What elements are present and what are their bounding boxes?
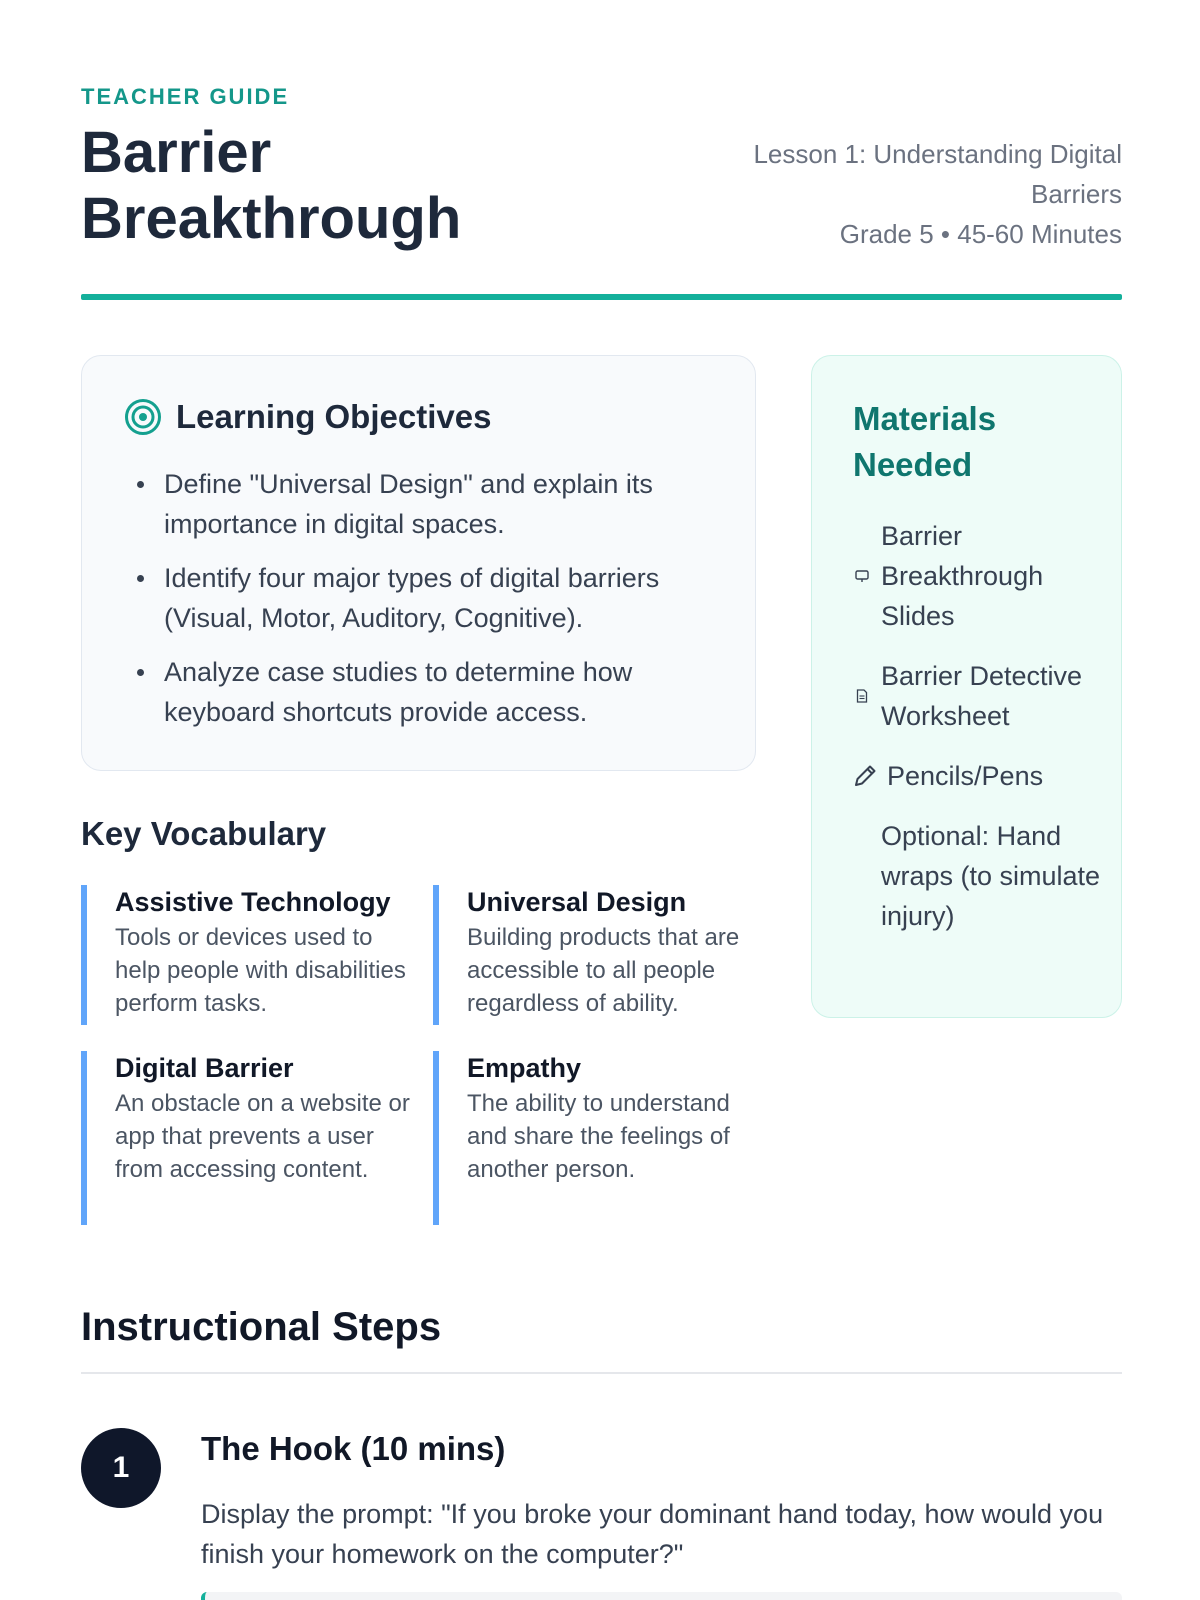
- vocab-term-definition: The ability to understand and share the feelings of another person.: [467, 1090, 730, 1183]
- vocab-term-definition: An obstacle on a website or app that prevents a user from accessing content.: [115, 1090, 410, 1183]
- slides-icon: [852, 569, 872, 583]
- material-label: Barrier Breakthrough Slides: [881, 521, 1044, 631]
- objectives-title: Learning Objectives: [176, 398, 492, 435]
- pencil-icon: [852, 763, 878, 789]
- vocab-term: [81, 885, 411, 1025]
- target-icon: [124, 398, 162, 436]
- objective-item: Identify four major types of digital barriers (Visual, Motor, Auditory, Cognitive).: [164, 558, 724, 638]
- lesson-meta: [702, 134, 1122, 254]
- objectives-list: [164, 464, 724, 746]
- step-callout: [201, 1592, 1122, 1600]
- objective-item: Define "Universal Design" and explain its importance in digital spaces.: [164, 464, 724, 544]
- learning-objectives-card: [81, 355, 756, 771]
- material-label: Barrier Detective Worksheet: [881, 661, 1083, 731]
- eyebrow-label: TEACHER GUIDE: [81, 84, 290, 109]
- material-label: Optional: Hand wraps (to simulate injury): [881, 821, 1101, 931]
- lesson-header: [81, 84, 1122, 302]
- grade-duration: Grade 5 • 45-60 Minutes: [839, 219, 1122, 249]
- material-item: [852, 516, 1102, 636]
- step-title: The Hook (10 mins): [201, 1430, 506, 1467]
- objective-item: Analyze case studies to determine how keyboard shortcuts provide access.: [164, 652, 724, 732]
- vocab-term-name: Assistive Technology: [115, 887, 391, 917]
- vocab-term-definition: Building products that are accessible to all people regardless of ability.: [467, 924, 740, 1017]
- step-number-badge: 1: [81, 1428, 161, 1508]
- vocabulary-title: Key Vocabulary: [81, 815, 327, 852]
- vocab-term: [433, 1051, 763, 1225]
- materials-list: [852, 516, 1102, 956]
- steps-title: Instructional Steps: [81, 1305, 442, 1349]
- vocab-term-name: Empathy: [467, 1053, 582, 1083]
- vocab-term-name: Universal Design: [467, 887, 687, 917]
- step-text: Display the prompt: "If you broke your dominant hand today, how would you finish your homework on the computer?": [201, 1499, 1104, 1569]
- material-item: [852, 656, 1102, 736]
- document-icon: [852, 689, 872, 703]
- materials-card: [811, 355, 1122, 1018]
- lesson-name: Lesson 1: Understanding Digital Barriers: [753, 139, 1122, 209]
- steps-divider: [81, 1372, 1122, 1374]
- objectives-heading: [124, 398, 491, 436]
- page-title: Barrier Breakthrough: [81, 120, 462, 251]
- header-divider: [81, 294, 1122, 300]
- vocab-term-name: Digital Barrier: [115, 1053, 294, 1083]
- material-item: [852, 756, 1102, 796]
- vocab-term-definition: Tools or devices used to help people with disabilities perform tasks.: [115, 924, 406, 1017]
- material-item: [852, 816, 1102, 936]
- materials-title: Materials Needed: [853, 400, 997, 483]
- vocab-term: [433, 885, 763, 1025]
- vocab-term: [81, 1051, 411, 1225]
- material-label: Pencils/Pens: [887, 761, 1044, 791]
